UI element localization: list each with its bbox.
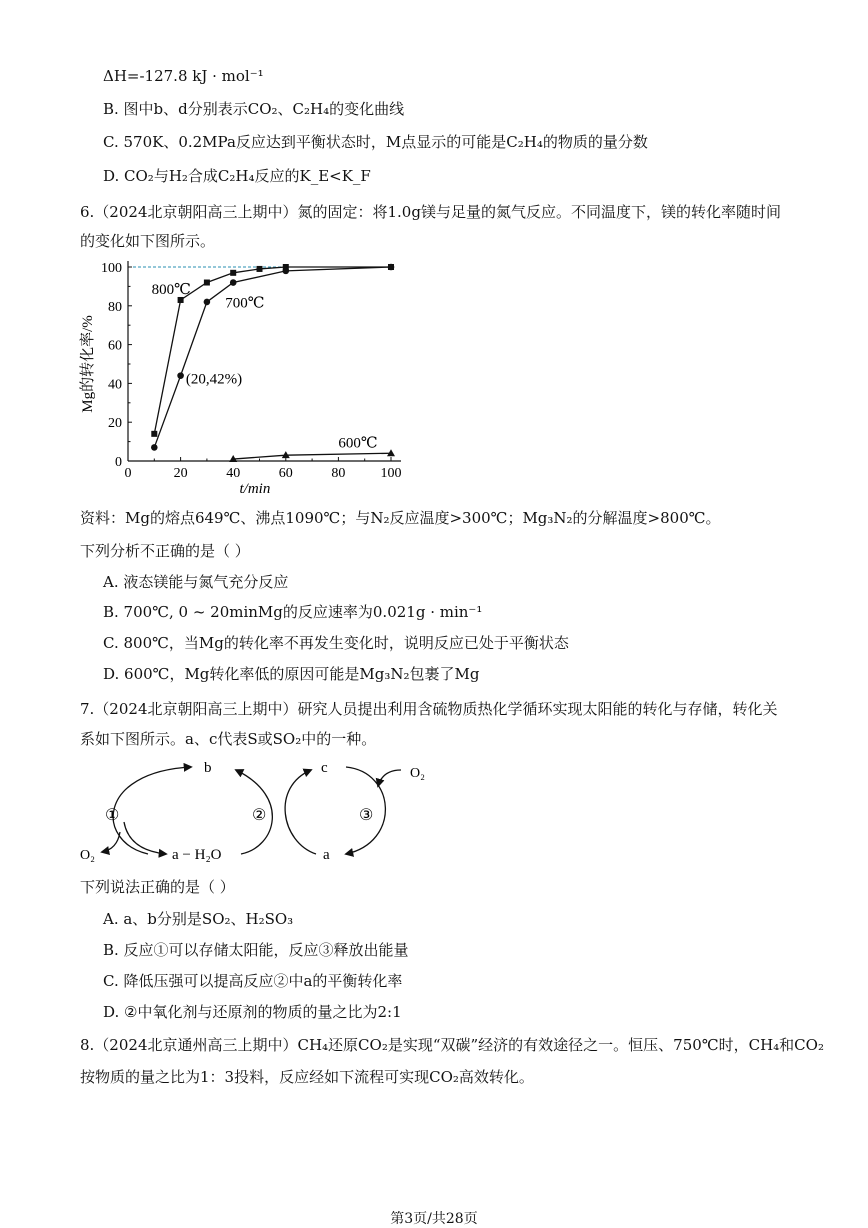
- q6-option-b: B. 700℃, 0 ~ 20minMg的反应速率为0.021g · min⁻¹: [103, 603, 483, 621]
- q8-stem-line1: 8.（2024北京通州高三上期中）CH₄还原CO₂是实现“双碳”经济的有效途径之一。恒压、750℃时，CH₄和CO₂: [80, 1036, 824, 1054]
- step-3-label: ③: [359, 807, 374, 824]
- o2-in-label: O₂: [410, 766, 425, 781]
- chart-labels: [79, 261, 402, 497]
- page-footer: 第3页/共28页: [390, 1211, 478, 1227]
- q5-option-c: C. 570K、0.2MPa反应达到平衡状态时，M点显示的可能是C₂H₄的物质的量分数: [103, 133, 648, 151]
- point-circle: [230, 279, 237, 286]
- o2-out-arrow: [102, 832, 120, 852]
- y-tick-label: 0: [115, 455, 122, 470]
- mg-conversion-chart: [76, 250, 426, 500]
- point-circle: [204, 299, 211, 306]
- y-tick-label: 40: [108, 377, 122, 393]
- q7-option-a: A. a、b分别是SO₂、H₂SO₃: [103, 910, 294, 928]
- q6-stem-line1: 6.（2024北京朝阳高三上期中）氮的固定：将1.0g镁与足量的氮气反应。不同温度下，镁的转化率随时间: [80, 203, 781, 221]
- q7-prompt: 下列说法正确的是（ ）: [80, 878, 235, 896]
- node-b: b: [204, 760, 212, 776]
- q6-prompt: 下列分析不正确的是（ ）: [80, 542, 250, 560]
- point-circle: [388, 264, 395, 271]
- point-circle: [177, 372, 184, 379]
- sulfur-cycle-diagram: [76, 752, 446, 872]
- point-square: [257, 266, 263, 272]
- q7-option-d: D. ②中氧化剂与还原剂的物质的量之比为2:1: [103, 1003, 402, 1021]
- x-tick-label: 40: [226, 466, 241, 481]
- y-tick-label: 20: [108, 416, 122, 432]
- q6-stem-line2: 的变化如下图所示。: [80, 232, 216, 250]
- node-a: a: [323, 847, 330, 863]
- point-square: [204, 280, 210, 286]
- x-tick-label: 0: [124, 466, 132, 481]
- y-tick-label: 80: [108, 299, 122, 315]
- step-2-label: ②: [252, 807, 267, 824]
- q5-option-d: D. CO₂与H₂合成C₂H₄反应的K_E<K_F: [103, 167, 371, 185]
- x-tick-label: 80: [331, 466, 346, 481]
- q7-option-c: C. 降低压强可以提高反应②中a的平衡转化率: [103, 972, 403, 990]
- cycle-arrow-left-top: [113, 767, 191, 854]
- x-tick-label: 100: [380, 466, 402, 481]
- q6-option-d: D. 600℃，Mg转化率低的原因可能是Mg₃N₂包裹了Mg: [103, 665, 480, 683]
- q8-stem-line2: 按物质的量之比为1：3投料，反应经如下流程可实现CO₂高效转化。: [80, 1068, 534, 1086]
- annotation-point: (20,42%): [185, 371, 243, 388]
- step-1-label: ①: [105, 807, 120, 824]
- point-square: [230, 270, 236, 276]
- x-tick-label: 20: [173, 466, 188, 481]
- node-c: c: [321, 760, 328, 776]
- y-tick-label: 100: [101, 261, 122, 276]
- series-label-1: 700℃: [225, 295, 265, 312]
- series-label-0: 800℃: [151, 282, 191, 299]
- node-a-h2o: a − H₂O: [172, 847, 222, 863]
- cycle-arrow-left-bottom: [124, 822, 166, 854]
- cycle-arrow-middle-right: [285, 770, 316, 854]
- q6-option-a: A. 液态镁能与氮气充分反应: [103, 573, 289, 591]
- x-tick-label: 60: [278, 466, 293, 481]
- y-tick-label: 60: [108, 338, 122, 354]
- point-circle: [283, 268, 290, 275]
- point-square: [151, 431, 157, 437]
- q5-option-b: B. 图中b、d分别表示CO₂、C₂H₄的变化曲线: [103, 100, 405, 118]
- series-label-2: 600℃: [338, 435, 378, 452]
- q7-stem-line2: 系如下图所示。a、c代表S或SO₂中的一种。: [80, 730, 377, 748]
- enthalpy-line: ΔH=-127.8 kJ · mol⁻¹: [103, 67, 264, 85]
- o2-in-arrow: [378, 770, 401, 786]
- point-circle: [151, 444, 158, 451]
- x-axis-label: t/min: [239, 481, 271, 497]
- series-line-2: [233, 453, 391, 459]
- q7-option-b: B. 反应①可以存储太阳能，反应③释放出能量: [103, 941, 409, 959]
- y-axis-label: Mg的转化率/%: [80, 315, 96, 413]
- q7-stem-line1: 7.（2024北京朝阳高三上期中）研究人员提出利用含硫物质热化学循环实现太阳能的转化与存储，转化关: [80, 700, 778, 718]
- q6-info: 资料：Mg的熔点649℃、沸点1090℃；与N₂反应温度>300℃；Mg₃N₂的分解温度>800℃。: [80, 509, 721, 527]
- q6-option-c: C. 800℃，当Mg的转化率不再发生变化时，说明反应已处于平衡状态: [103, 634, 569, 652]
- o2-out-label: O₂: [80, 848, 95, 863]
